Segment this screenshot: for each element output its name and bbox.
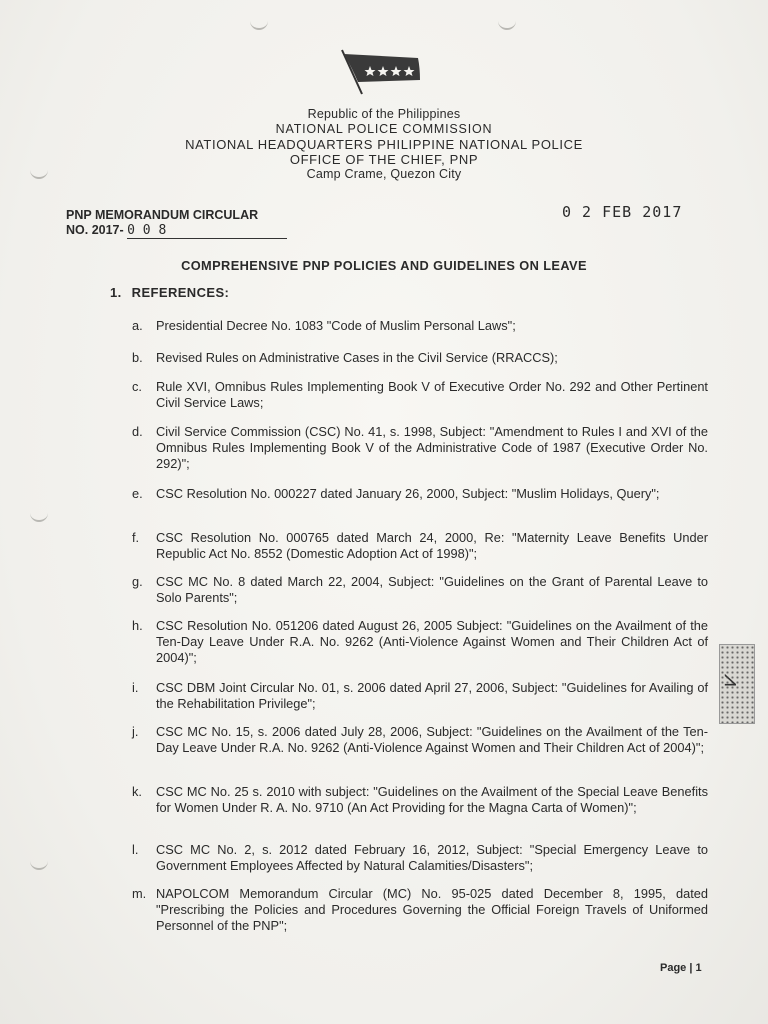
memo-circular-label: PNP MEMORANDUM CIRCULAR [66,208,259,222]
pnp-flag-icon [336,46,424,96]
list-item-letter: d. [132,424,143,439]
list-item [132,842,708,874]
list-item [132,886,708,934]
list-item-letter: e. [132,486,143,501]
punch-hole [30,856,48,870]
list-item [132,784,708,816]
list-item [132,574,708,606]
list-item [132,379,708,411]
list-item-letter: l. [132,842,139,857]
list-item [132,724,708,756]
list-item-text: NAPOLCOM Memorandum Circular (MC) No. 95-025 dated December 8, 1995, dated "Prescribing the Policies and Procedures Governing the Official Foreign Travels of Uniformed Personnel of the PNP"; [156,886,708,933]
list-item-text: CSC MC No. 2, s. 2012 dated February 16, 2012, Subject: "Special Emergency Leave to Government Employees Affected by Natural Calamities/Disasters"; [156,842,708,873]
memo-circular-block [66,208,287,239]
section-number: 1. [110,285,122,300]
memo-number-label: NO. 2017- [66,223,124,237]
list-item [132,680,708,712]
list-item-text: Revised Rules on Administrative Cases in the Civil Service (RRACCS); [156,350,558,365]
letterhead-address: Camp Crame, Quezon City [306,167,462,181]
letterhead [0,107,768,182]
margin-stamp [719,644,755,724]
punch-hole [250,16,268,30]
section-label: REFERENCES: [131,285,230,300]
list-item-letter: c. [132,379,142,394]
list-item-letter: m. [132,886,147,901]
list-item-letter: i. [132,680,139,695]
list-item-text: CSC MC No. 8 dated March 22, 2004, Subject: "Guidelines on the Grant of Parental Leave to Solo Parents"; [156,574,708,605]
letterhead-office: OFFICE OF THE CHIEF, PNP [289,152,479,167]
list-item-text: CSC Resolution No. 051206 dated August 26, 2005 Subject: "Guidelines on the Availment of the Ten-Day Leave Under R.A. No. 9262 (Anti-Violence Against Women and Their Children Act of 2004)"; [156,618,708,665]
list-item-letter: k. [132,784,142,799]
list-item-text: Rule XVI, Omnibus Rules Implementing Book V of Executive Order No. 292 and Other Pertinent Civil Service Laws; [156,379,708,410]
list-item-text: Presidential Decree No. 1083 "Code of Muslim Personal Laws"; [156,318,516,333]
document-title: COMPREHENSIVE PNP POLICIES AND GUIDELINES ON LEAVE [181,258,587,273]
list-item-text: CSC MC No. 25 s. 2010 with subject: "Guidelines on the Availment of the Special Leave Benefits for Women Under R. A. No. 9710 (An Act Providing for the Magna Carta of Women)"; [156,784,708,815]
letterhead-republic: Republic of the Philippines [307,107,461,121]
punch-hole [30,508,48,522]
list-item-text: CSC Resolution No. 000765 dated March 24, 2000, Re: "Maternity Leave Benefits Under Republic Act No. 8552 (Domestic Adoption Act of 1998)"; [156,530,708,561]
list-item-letter: h. [132,618,143,633]
list-item-letter: j. [132,724,139,739]
list-item [132,618,708,666]
list-item-text: CSC MC No. 15, s. 2006 dated July 28, 2006, Subject: "Guidelines on the Availment of the Ten-Day Leave Under R.A. No. 9262 (Anti-Violence Against Women and Their Children Act of 2004)"; [156,724,708,755]
list-item-text: CSC Resolution No. 000227 dated January 26, 2000, Subject: "Muslim Holidays, Query"; [156,486,660,501]
list-item [132,424,708,472]
list-item-letter: g. [132,574,143,589]
list-item-text: CSC DBM Joint Circular No. 01, s. 2006 dated April 27, 2006, Subject: "Guidelines for Availing of the Rehabilitation Privilege"; [156,680,708,711]
list-item [132,318,708,334]
memo-number-value: 0 0 8 [127,223,287,239]
list-item-letter: b. [132,350,143,365]
list-item [132,530,708,562]
page-number: Page | 1 [660,962,702,974]
list-item-letter: a. [132,318,143,333]
list-item-text: Civil Service Commission (CSC) No. 41, s. 1998, Subject: "Amendment to Rules I and XVI of the Omnibus Rules Implementing Book V of the Administrative Code of 1987 (Executive Order No. 292)"; [156,424,708,471]
letterhead-commission: NATIONAL POLICE COMMISSION [275,122,493,136]
list-item [132,486,708,502]
list-item [132,350,708,366]
letterhead-hq: NATIONAL HEADQUARTERS PHILIPPINE NATIONAL POLICE [185,137,583,152]
section-heading [110,285,229,300]
list-item-letter: f. [132,530,140,545]
stamp-mark-icon: ⩘ [720,673,746,687]
date-stamp: 0 2 FEB 2017 [562,203,683,221]
punch-hole [498,16,516,30]
